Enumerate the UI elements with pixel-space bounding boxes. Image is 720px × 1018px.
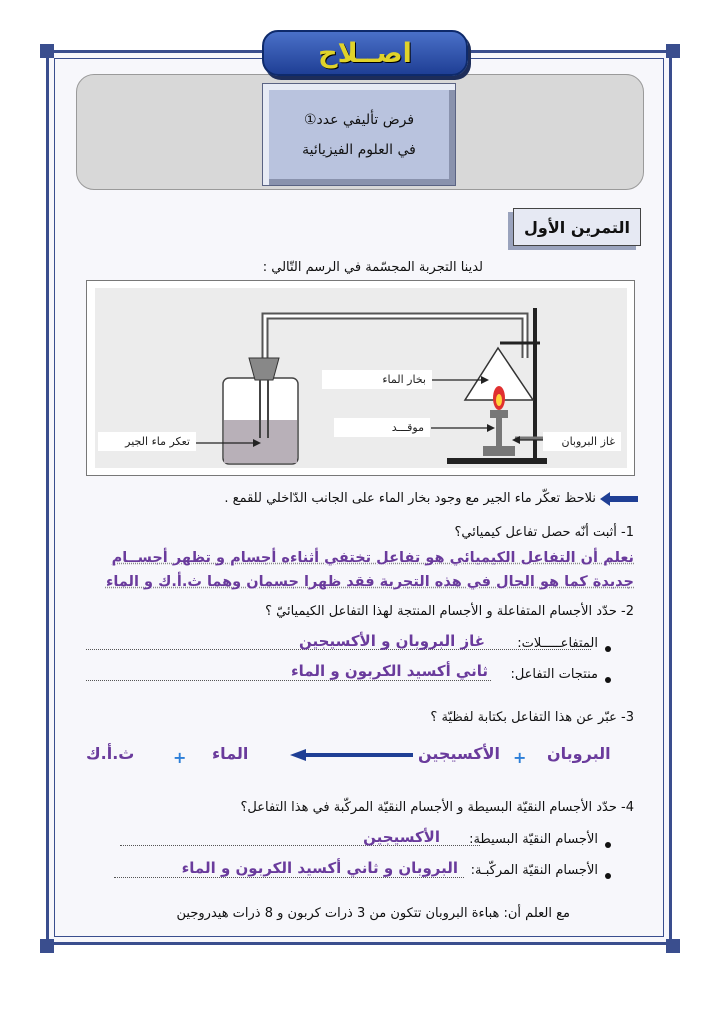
- q2-products-label: منتجات التفاعل:: [510, 667, 598, 682]
- exam-header-box: [262, 83, 456, 186]
- q2-products-answer: ثاني أكسيد الكربون و الماء: [291, 662, 488, 680]
- bullet: [605, 677, 611, 683]
- q4-compound-answer: البروبان و ثاني أكسيد الكربون و الماء: [181, 859, 458, 877]
- observation-text: نلاحظ تعكّر ماء الجير مع وجود بخار الماء على الجانب الدّاخلي للقمع .: [224, 491, 596, 506]
- header-line-1: فرض تأليفي عدد①: [303, 111, 415, 128]
- q4-compound-label: الأجسام النقيّة المركّبـة:: [470, 863, 598, 878]
- q3-reactant-propane: البروبان: [547, 744, 611, 763]
- reaction-arrow-icon: [290, 748, 415, 762]
- title-banner: [262, 30, 468, 76]
- q3-product-water: الماء: [212, 744, 249, 763]
- bullet: [605, 842, 611, 848]
- q3-product-co2: ث.أ.ك: [86, 744, 135, 763]
- header-line-2: في العلوم الفيزيائية: [302, 141, 416, 158]
- frame-corner: [40, 44, 54, 58]
- frame-corner: [40, 939, 54, 953]
- q1-answer-line1: نعلم أن التفاعل الكيميائي هو تفاعل تختفي أثناءه أجسام و تظهر أجســام: [111, 550, 634, 566]
- frame-corner: [666, 939, 680, 953]
- q1-question: 1- أثبت أنّه حصل تفاعل كيميائي؟: [454, 525, 634, 540]
- q1-answer-line2: جديدة كما هو الحال في هذه التجربة فقد ظهرا جسمان وهما ث.أ.ك و الماء: [105, 574, 634, 590]
- q3-question: 3- عبّر عن هذا التفاعل بكتابة لفظيّة ؟: [430, 710, 634, 725]
- bullet: [605, 873, 611, 879]
- bullet: [605, 646, 611, 652]
- q4-simple-label: الأجسام النقيّة البسيطة:: [469, 832, 598, 847]
- title-text: اصــلاح: [318, 37, 412, 69]
- q3-reactant-oxygen: الأكسيجين: [418, 744, 500, 763]
- observation-arrow-icon: [600, 491, 640, 507]
- intro-text: لدينا التجربة المجسّمة في الرسم التّالي :: [262, 260, 483, 275]
- q2-reactants-answer: غاز البروبان و الأكسيجين: [299, 632, 485, 650]
- label-burner: موقـــد: [334, 418, 430, 437]
- q2-reactants-label: المتفاعـــــلات:: [517, 636, 598, 651]
- q4-simple-answer: الأكسيجين: [363, 828, 440, 846]
- label-propane-gas: غاز البروبان: [543, 432, 621, 451]
- note-text: مع العلم أن: هباءة البروبان تتكون من 3 ذرات كربون و 8 ذرات هيدروجين: [176, 906, 570, 921]
- q4-question: 4- حدّد الأجسام النقيّة البسيطة و الأجسام النقيّة المركّبة في هذا التفاعل؟: [240, 800, 634, 815]
- q3-plus-2: +: [173, 748, 187, 767]
- label-steam: بخار الماء: [322, 370, 432, 389]
- frame-corner: [666, 44, 680, 58]
- q3-plus-1: +: [513, 748, 527, 767]
- exercise-label: التمرين الأول: [513, 208, 641, 246]
- label-limewater: تعكر ماء الجير: [98, 432, 196, 451]
- q2-question: 2- حدّد الأجسام المتفاعلة و الأجسام المنتجة لهذا التفاعل الكيميائيّ ؟: [265, 604, 634, 619]
